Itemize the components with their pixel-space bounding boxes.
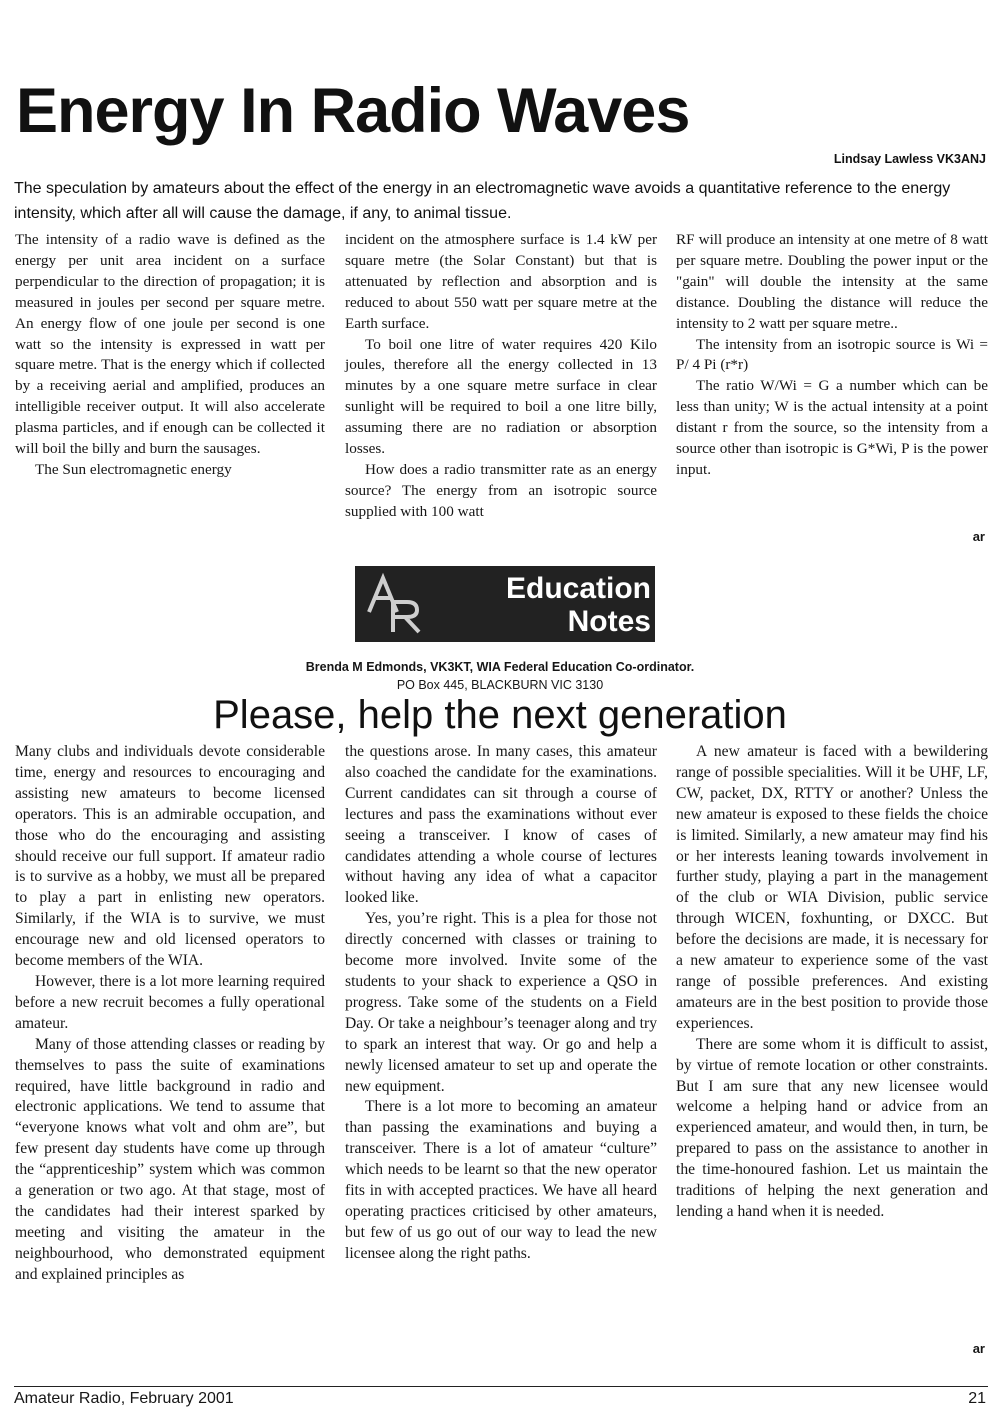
- logo-line-education: Education: [505, 572, 651, 605]
- paragraph: The intensity from an isotropic source is Wi = P/ 4 Pi (r*r): [676, 335, 988, 374]
- paragraph: the questions arose. In many cases, this amateur also coached the candidate for the examinations. Current candidates can sit through a course of lectures and pass the examinations without ever seeing a transceiver. I know of cases of candidates attending a whole course of lectures without having any idea of what a capacitor looked like.: [345, 743, 657, 907]
- ar-monogram-icon: [363, 572, 423, 636]
- article1-column-1: [15, 230, 325, 481]
- logo-line-notes: Notes: [567, 605, 651, 638]
- paragraph: A new amateur is faced with a bewildering range of possible specialities. Will it be UHF, LF, CW, packet, DX, RTTY or another? Unless the new amateur is exposed to these fields the choice is limited. Similarly, a new amateur may find his or her interests leaning towards involvement in further study, playing a part in the management of the club or WIA Division, public service through WICEN, foxhunting, or DXCC. But before the decisions are made, it is necessary for a new amateur to experience some of the vast range of possible preferences. And existing amateurs are in the best position to provide those experiences.: [676, 743, 988, 1032]
- paragraph: RF will produce an intensity at one metre of 8 watt per square metre. Doubling the power input or the "gain" will double the intensity at the same distance. Doubling the distance will reduce the intensity to 2 watt per square metre..: [676, 231, 988, 332]
- article2-column-3: [676, 742, 988, 1223]
- column-byline: Brenda M Edmonds, VK3KT, WIA Federal Education Co-ordinator.: [305, 660, 695, 674]
- article-standfirst: The speculation by amateurs about the effect of the energy in an electromagnetic wave avoids a quantitative reference to the energy intensity, which after all will cause the damage, if any, to animal tissue.: [14, 180, 951, 222]
- paragraph: Yes, you’re right. This is a plea for those not directly concerned with classes or training to become more involved. Invite some of the students to your shack to experience a QSO in progress. Take some of the students on a Field Day. Or take a neighbour’s teenager along and try to spark an interest that way. Or go and help a newly licensed amateur to set up and operate the new equipment.: [345, 910, 657, 1095]
- paragraph: There are some whom it is difficult to assist, by virtue of remote location or other constraints. But I am sure that any new licensee would welcome a helping hand or advice from an experienced amateur, and would then, in turn, be prepared to pass on the assistance to another in the time-honoured fashion. Let us maintain the traditions of helping the next generation and lending a hand when it is needed.: [676, 1035, 988, 1220]
- article-title: Energy In Radio Waves: [16, 76, 690, 146]
- paragraph: To boil one litre of water requires 420 Kilo joules, therefore all the energy collected in 13 minutes by a one square metre surface in clear sunlight will be required to boil a one litre billy, assuming there are no radiation or absorption losses.: [345, 335, 657, 458]
- article2-title: Please, help the next generation: [213, 693, 787, 737]
- paragraph: However, there is a lot more learning required before a new recruit becomes a fully operational amateur.: [15, 972, 325, 1032]
- paragraph: Many clubs and individuals devote considerable time, energy and resources to encouraging and assisting new amateurs to become licensed operators. This is an admirable occupation, and those who do the encouraging and assisting should receive our full support. If amateur radio is to survive as a hobby, we must all be prepared to play a part in enlisting new operators. Similarly, if the WIA is to survive, we must encourage new and old licensed operators to become members of the WIA.: [15, 743, 325, 970]
- paragraph: incident on the atmosphere surface is 1.4 kW per square metre (the Solar Constant) but that is attenuated by reflection and absorption and is reduced to about 550 watt per square metre at the Earth surface.: [345, 231, 657, 332]
- paragraph: Many of those attending classes or reading by themselves to pass the suite of examinations required, have little background in radio and electronic applications. We tend to assume that “everyone knows what volt and ohm are”, but few present day students have come up through the “apprenticeship” system which was common a generation or two ago. At that stage, most of the candidates had their interest sparked by meeting and visiting the amateur in the neighbourhood, who demonstrated equipment and explained principles as: [15, 1035, 325, 1283]
- paragraph: There is a lot more to becoming an amateur than passing the examinations and buying a transceiver. There is a lot of amateur “culture” which needs to be learnt so that the new operator fits in with accepted practices. We have all heard operating practices criticised by other amateurs, but few of us go out of our way to lead the new licensee along the right paths.: [345, 1098, 657, 1262]
- page-number: 21: [968, 1390, 986, 1407]
- article1-column-2: [345, 230, 657, 523]
- footer-divider: [14, 1386, 988, 1387]
- article2-column-1: [15, 742, 325, 1286]
- paragraph: How does a radio transmitter rate as an energy source? The energy from an isotropic source supplied with 100 watt: [345, 460, 657, 520]
- paragraph: The intensity of a radio wave is defined as the energy per unit area incident on a surface perpendicular to the direction of propagation; it is measured in joules per second per square metre. An energy flow of one joule per second is one watt so the intensity is expressed in watt per square metre. That is the energy which if collected by a receiving aerial and amplified, produces an intelligible receiver output. It will also accelerate plasma particles, and if enough can be collected it will boil the billy and burn the sausages.: [15, 231, 325, 458]
- paragraph: The ratio W/Wi = G a number which can be less than unity; W is the actual intensity at a point distant r from the source, so the intensity from a source other than isotropic is G*Wi, P is the power input.: [676, 377, 988, 478]
- education-notes-logo: [355, 566, 655, 642]
- article-author: Lindsay Lawless VK3ANJ: [833, 152, 986, 166]
- paragraph: The Sun electromagnetic energy: [35, 460, 232, 478]
- article2-end-mark: ar: [972, 1341, 985, 1356]
- article2-column-2: [345, 742, 657, 1265]
- footer-publication: Amateur Radio, February 2001: [14, 1390, 234, 1407]
- column-address: PO Box 445, BLACKBURN VIC 3130: [396, 678, 604, 692]
- article1-column-3: [676, 230, 988, 481]
- article1-end-mark: ar: [972, 529, 985, 544]
- logo-title: [506, 572, 651, 638]
